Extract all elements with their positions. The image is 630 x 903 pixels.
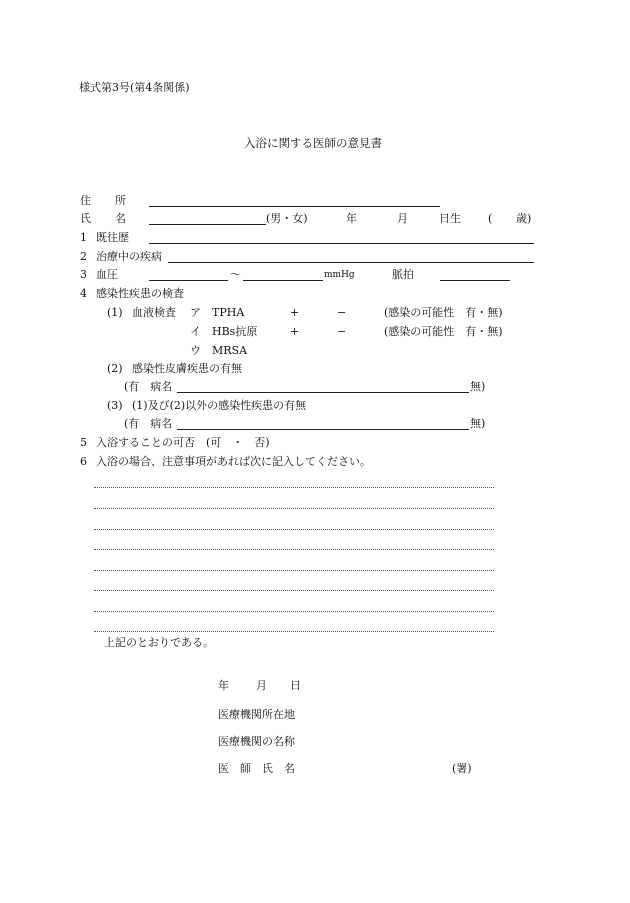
sub2-label: 感染性皮膚疾患の有無 [132, 362, 242, 375]
name-label-1: 氏 [80, 212, 91, 225]
test-b-name: HBs抗原 [212, 325, 258, 338]
skin-disease-field[interactable] [177, 392, 469, 393]
note-line-4[interactable] [94, 549, 494, 550]
test-b-minus: − [337, 325, 347, 338]
sub2-suffix: 無) [470, 380, 486, 393]
sign-month-label: 月 [256, 679, 267, 692]
item6-number: 6 [80, 455, 87, 468]
test-a-note: (感染の可能性 有・無) [384, 306, 503, 319]
item4-label: 感染性疾患の検査 [96, 287, 184, 300]
note-line-7[interactable] [94, 611, 494, 612]
note-line-5[interactable] [94, 570, 494, 571]
name-label-2: 名 [115, 212, 126, 225]
pulse-label: 脈拍 [392, 268, 414, 281]
test-a-minus: − [337, 306, 347, 319]
facility-name-label: 医療機関の名称 [218, 735, 295, 748]
item1-number: 1 [80, 231, 87, 244]
item1-label: 既往歴 [96, 231, 129, 244]
sign-day-label: 日 [290, 679, 301, 692]
birth-year-label: 年 [346, 212, 357, 225]
test-a-letter: ア [190, 306, 201, 319]
sub1-number: (1) [107, 306, 123, 319]
sign-year-label: 年 [218, 679, 229, 692]
bp-tilde: 〜 [230, 268, 241, 281]
sub3-label: (1)及び(2)以外の感染性疾患の有無 [132, 399, 307, 412]
item5-label: 入浴することの可否 (可 ・ 否) [96, 436, 270, 449]
note-line-2[interactable] [94, 508, 494, 509]
address-label-2: 所 [115, 194, 126, 207]
test-c-letter: ウ [190, 344, 201, 357]
item5-number: 5 [80, 436, 87, 449]
sub3-prefix: (有 病名 [124, 417, 173, 430]
facility-location-label: 医療機関所在地 [218, 708, 295, 721]
item3-label: 血圧 [96, 268, 118, 281]
test-b-plus: + [290, 325, 300, 338]
closing-text: 上記のとおりである。 [104, 636, 214, 649]
sub2-number: (2) [107, 362, 123, 375]
test-b-letter: イ [190, 325, 201, 338]
bp-high-field[interactable] [149, 280, 228, 281]
note-line-6[interactable] [94, 590, 494, 591]
doctor-name-label: 医 師 氏 名 [218, 762, 295, 775]
address-label-1: 住 [80, 194, 91, 207]
bp-unit: mmHg [324, 270, 355, 280]
gender-choice: (男・女) [266, 212, 308, 225]
current-illness-field[interactable] [168, 262, 534, 263]
pulse-field[interactable] [440, 280, 510, 281]
sub3-number: (3) [107, 399, 123, 412]
sub1-label: 血液検査 [132, 306, 176, 319]
name-field[interactable] [149, 224, 266, 225]
item6-label: 入浴の場合、注意事項があれば次に記入してください。 [96, 455, 371, 468]
signature-mark: (署) [452, 762, 472, 775]
note-line-1[interactable] [94, 487, 494, 488]
other-disease-field[interactable] [177, 429, 469, 430]
item2-number: 2 [80, 250, 87, 263]
test-b-note: (感染の可能性 有・無) [384, 325, 503, 338]
address-field[interactable] [149, 206, 440, 207]
sub2-prefix: (有 病名 [124, 380, 173, 393]
bp-low-field[interactable] [243, 280, 323, 281]
test-a-plus: + [290, 306, 300, 319]
item2-label: 治療中の疾病 [96, 250, 162, 263]
note-line-8[interactable] [94, 631, 494, 632]
birth-day-label: 日生 [439, 212, 461, 225]
form-number: 様式第3号(第4条関係) [79, 81, 190, 94]
document-title: 入浴に関する医師の意見書 [244, 136, 382, 150]
test-c-name: MRSA [212, 344, 248, 357]
test-a-name: TPHA [212, 306, 245, 319]
history-field[interactable] [149, 243, 534, 244]
sub3-suffix: 無) [470, 417, 486, 430]
note-line-3[interactable] [94, 529, 494, 530]
birth-month-label: 月 [397, 212, 408, 225]
age-close: 歳) [516, 212, 532, 225]
age-open: ( [488, 212, 493, 225]
item3-number: 3 [80, 268, 87, 281]
item4-number: 4 [80, 287, 87, 300]
